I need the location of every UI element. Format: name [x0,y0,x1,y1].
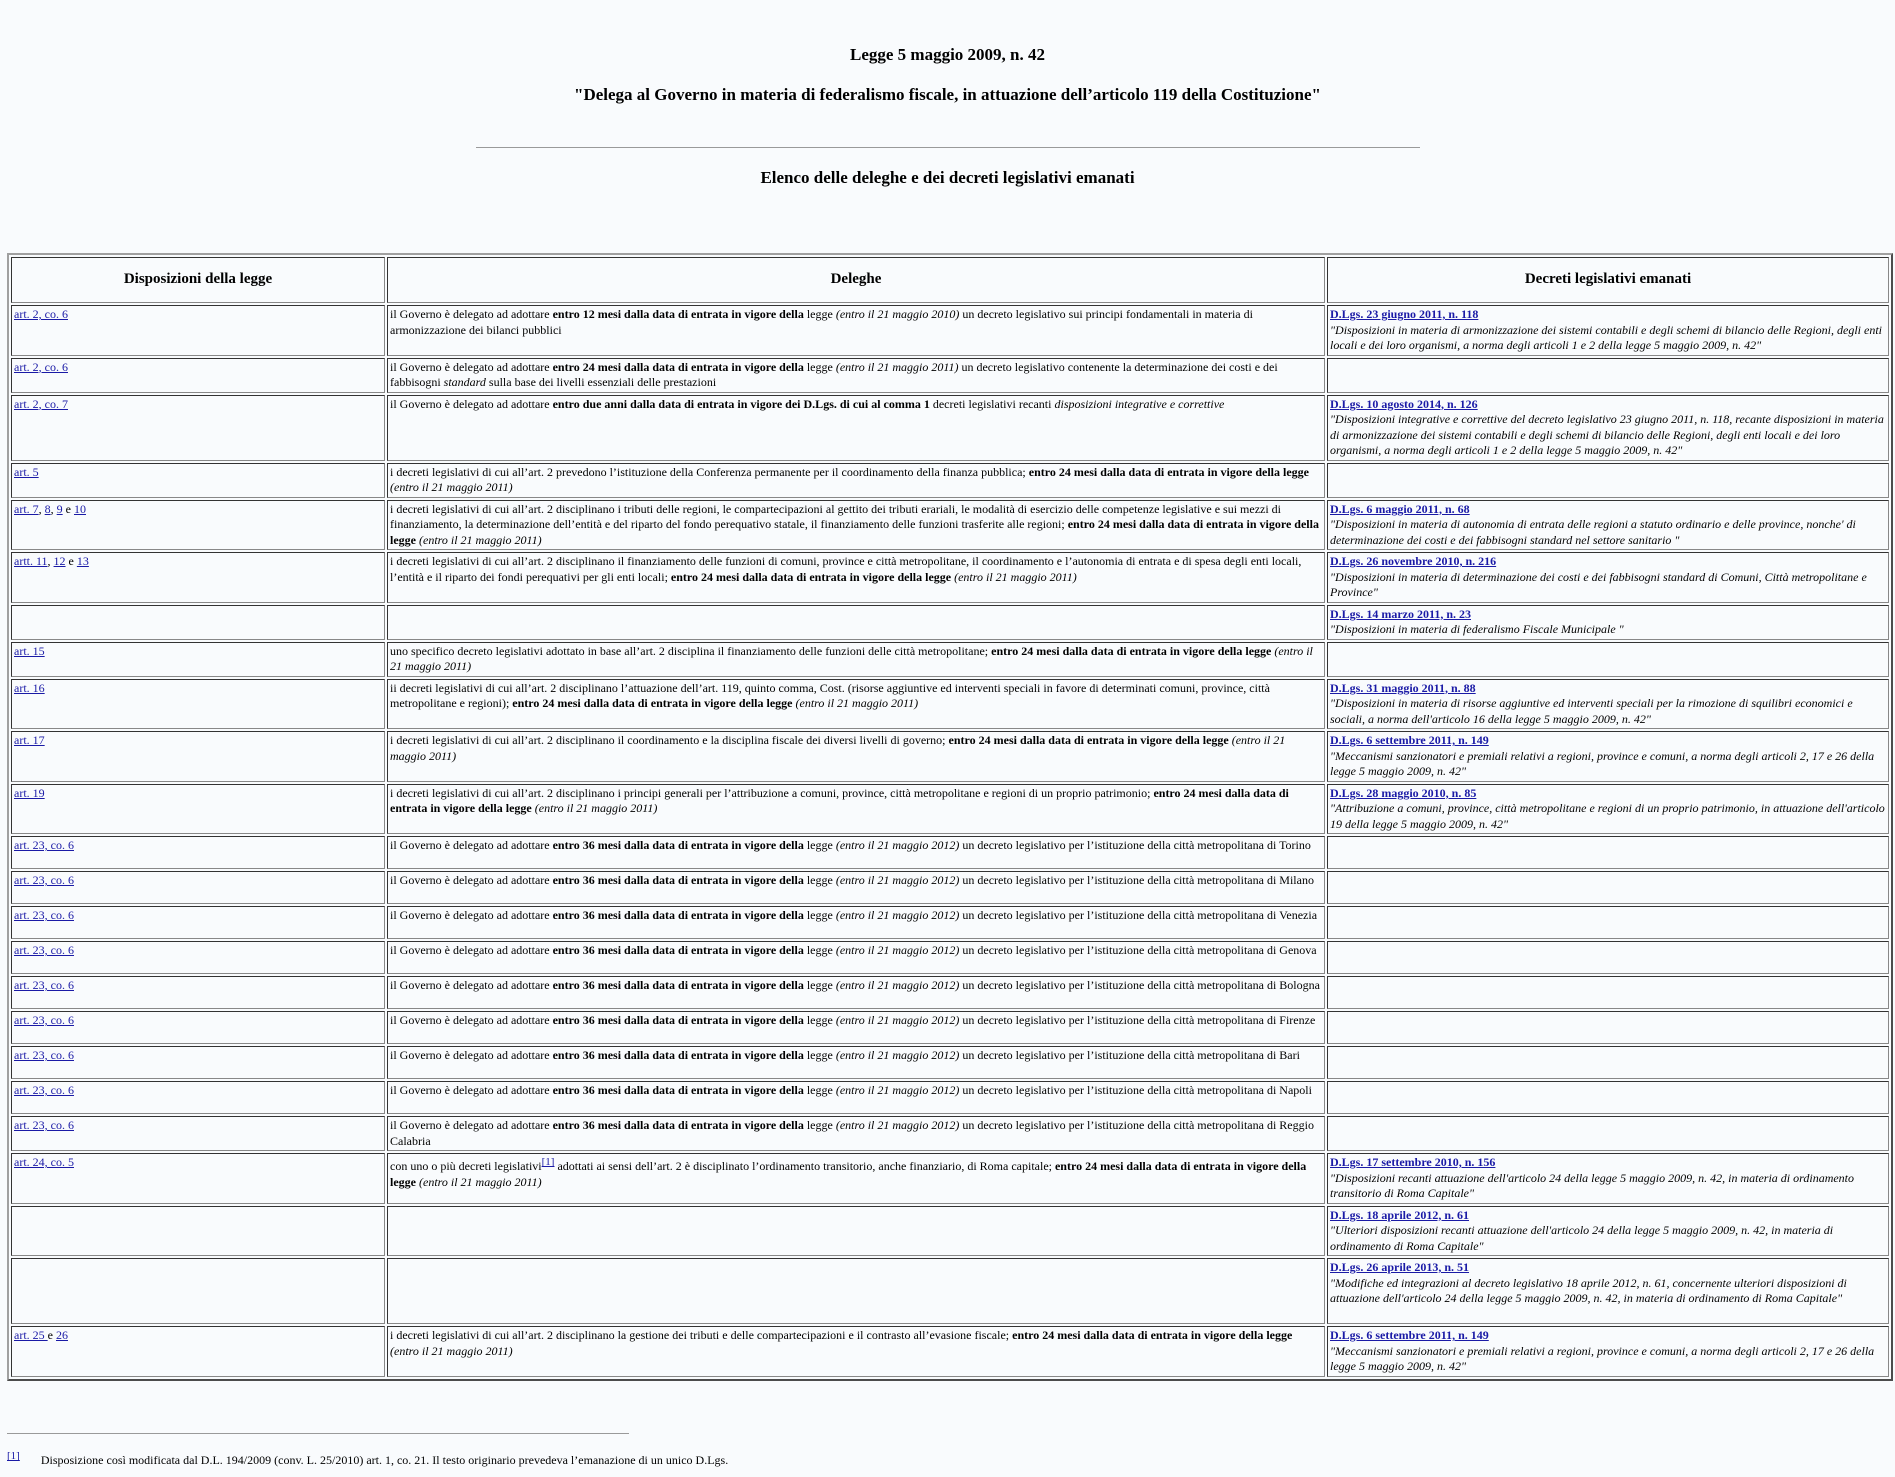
cell-decreti [1327,1326,1889,1377]
cell-disposizioni [11,976,385,1009]
cell-decreti [1327,941,1889,974]
cell-disposizioni [11,1206,385,1257]
deadline-text: entro 12 mesi dalla data di entrata in vigore della [552,307,804,321]
article-link[interactable]: 10 [73,501,86,516]
cell-deleghe [387,1153,1325,1204]
date-note: (entro il 21 maggio 2011) [419,1174,542,1189]
column-header-decreti: Decreti legislativi emanati [1327,257,1889,303]
column-header-disposizioni: Disposizioni della legge [11,257,385,303]
text-run: un decreto legislativo per l’istituzione della città metropolitana di [959,838,1280,852]
footnote-link[interactable]: [1] [541,1156,555,1168]
table-row [11,1153,1889,1204]
table-row [11,552,1889,603]
date-note: (entro il 21 maggio 2012) [835,943,960,957]
table-row [11,906,1889,939]
text-run: il Governo è delegato ad adottare [390,838,553,852]
date-note: (entro il 21 maggio 2012) [835,1013,960,1027]
section-title: Elenco delle deleghe e dei decreti legislativi emanati [760,168,1135,187]
deadline-text: entro 36 mesi dalla data di entrata in vigore della [552,1083,804,1097]
decree-description: "Disposizioni in materia di federalismo Fiscale Municipale " [1330,622,1624,636]
deadline-text: entro 24 mesi dalla data di entrata in vigore della legge [1012,1328,1293,1342]
table-row [11,1046,1889,1079]
article-link[interactable]: art. 23, co. 6 [14,908,74,922]
deadline-text: entro 24 mesi dalla data di entrata in vigore della [552,359,804,374]
date-note: (entro il 21 maggio 2011) [534,801,658,815]
decree-description: "Disposizioni in materia di armonizzazione dei sistemi contabili e degli schemi di bilancio delle Regioni, degli enti locali e dei loro organismi, a norma degli articoli 1 e 2 della legge 5 maggio 2009, n. 42" [1330,322,1882,352]
article-link[interactable]: art. 23, co. 6 [14,943,74,957]
cell-decreti [1327,1081,1889,1114]
cell-deleghe [387,679,1325,730]
cell-disposizioni [11,305,385,356]
article-link[interactable]: art. 2, co. 7 [14,396,68,411]
text-run: il Governo è delegato ad adottare [390,1013,553,1027]
text-run: sulla base dei livelli essenziali delle prestazioni [485,375,717,389]
text-run: un decreto legislativo per l’istituzione della città metropolitana di [959,943,1280,957]
article-link[interactable]: 9 [56,501,63,516]
cell-decreti [1327,1046,1889,1079]
table-row [11,871,1889,904]
text-run: legge [803,1083,836,1097]
text-run: , [38,501,45,516]
table-row [11,463,1889,498]
table-row [11,1258,1889,1324]
text-run: legge [803,978,836,992]
law-title: Legge 5 maggio 2009, n. 42 [849,45,1046,64]
text-run: il Governo è delegato ad adottare [390,1048,553,1062]
text-run: legge [803,307,836,321]
text-run: un decreto legislativo per l’istituzione della città metropolitana di [959,1083,1280,1097]
decree-link[interactable]: D.Lgs. 6 maggio 2011, n. 68 [1330,501,1470,516]
cell-disposizioni [11,642,385,677]
decree-link[interactable]: D.Lgs. 26 novembre 2010, n. 216 [1330,554,1497,568]
cell-deleghe [387,1081,1325,1114]
cell-disposizioni [11,784,385,835]
text-run: un decreto legislativo per l’istituzione della città metropolitana di [959,1013,1280,1027]
cell-disposizioni [11,1153,385,1204]
article-link[interactable]: art. 25 [14,1328,48,1342]
date-note: (entro il 21 maggio 2011) [390,643,1313,673]
article-link[interactable]: art. 23, co. 6 [14,1048,74,1062]
cell-disposizioni [11,1116,385,1151]
cell-decreti [1327,1116,1889,1151]
decree-description: "Disposizioni in materia di autonomia di entrata delle regioni a statuto ordinario e delle province, nonche' di determinazione dei costi e dei fabbisogni standard nel settore sanitario " [1330,517,1856,547]
table-row [11,605,1889,640]
text-run: i decreti legislativi di cui all’art. 2 disciplinano il coordinamento e la disciplina fiscale dei diversi livelli di governo; [390,733,949,747]
text-run: un decreto legislativo per l’istituzione della città metropolitana di [959,1048,1280,1062]
decree-description: "Meccanismi sanzionatori e premiali relativi a regioni, province e comuni, a norma degli articoli 2, 17 e 26 della legge 5 maggio 2009, n. 42" [1330,748,1875,778]
date-note: (entro il 21 maggio 2012) [835,873,960,887]
text-run: un decreto legislativo per l’istituzione della città metropolitana di [959,978,1280,992]
cell-decreti [1327,784,1889,835]
article-link[interactable]: art. 23, co. 6 [14,1083,74,1097]
cell-decreti [1327,1153,1889,1204]
text-run: il Governo è delegato ad adottare [390,1083,553,1097]
date-note: (entro il 21 maggio 2011) [390,480,513,494]
article-link[interactable]: art. 23, co. 6 [14,978,74,992]
cell-disposizioni [11,463,385,498]
decree-link[interactable]: D.Lgs. 17 settembre 2010, n. 156 [1330,1155,1496,1169]
cell-decreti [1327,679,1889,730]
text-run: legge [803,838,836,852]
deadline-text: entro 36 mesi dalla data di entrata in vigore della [552,908,804,922]
decree-description: "Disposizioni in materia di determinazione dei costi e dei fabbisogni standard di Comuni, Città metropolitane e Province" [1330,569,1867,599]
table-body [11,305,1889,1377]
table-row [11,784,1889,835]
cell-deleghe [387,642,1325,677]
article-link[interactable]: art. 2, co. 6 [14,307,68,321]
cell-disposizioni [11,731,385,782]
cell-deleghe [387,552,1325,603]
text-run: legge [803,873,836,887]
cell-deleghe [387,836,1325,869]
city-name: Reggio Calabria [390,1118,1314,1148]
text-run: e [62,501,74,516]
text-run: legge [803,908,836,922]
cell-disposizioni [11,906,385,939]
cell-decreti [1327,731,1889,782]
decree-link[interactable]: D.Lgs. 18 aprile 2012, n. 61 [1330,1207,1470,1222]
text-run: un decreto legislativo per l’istituzione della città metropolitana di [959,1118,1280,1132]
city-name: Torino [1279,838,1311,852]
article-link[interactable]: art. 23, co. 6 [14,873,74,887]
cell-decreti [1327,500,1889,551]
date-note: disposizioni integrative e correttive [1054,396,1225,411]
cell-decreti [1327,836,1889,869]
deadline-text: entro 24 mesi dalla data di entrata in vigore della legge [948,733,1229,747]
cell-deleghe [387,1258,1325,1324]
cell-deleghe [387,1206,1325,1257]
text-run: il Governo è delegato ad adottare [390,908,553,922]
deadline-text: entro 36 mesi dalla data di entrata in vigore della [552,978,804,992]
decree-link[interactable]: D.Lgs. 14 marzo 2011, n. 23 [1330,606,1471,621]
city-name: Firenze [1279,1013,1316,1027]
cell-disposizioni [11,358,385,393]
table-row [11,836,1889,869]
delegations-table [7,253,1893,1381]
cell-decreti [1327,1206,1889,1257]
deadline-text: entro 24 mesi dalla data di entrata in vigore della legge [991,643,1272,658]
deadline-text: entro 36 mesi dalla data di entrata in vigore della [552,1013,804,1027]
date-note: (entro il 21 maggio 2012) [835,1118,960,1132]
city-name: Venezia [1279,908,1318,922]
cell-decreti [1327,605,1889,640]
deadline-text: entro 24 mesi dalla data di entrata in vigore della legge [1028,464,1309,479]
text-run: e [47,1328,56,1342]
table-row [11,679,1889,730]
table-row [11,976,1889,1009]
cell-disposizioni [11,1011,385,1044]
article-link[interactable]: art. 24, co. 5 [14,1155,74,1169]
article-link[interactable]: art. 5 [14,464,39,479]
cell-deleghe [387,463,1325,498]
text-run: i decreti legislativi di cui all’art. 2 disciplinano i principi generali per l’attribuzione a comuni, province, città metropolitane e regioni di un proprio patrimonio; [390,785,1154,800]
cell-disposizioni [11,500,385,551]
cell-deleghe [387,500,1325,551]
article-link[interactable]: 13 [76,554,89,568]
text-run: il Governo è delegato ad adottare [390,978,553,992]
cell-disposizioni [11,395,385,461]
article-link[interactable]: 26 [55,1328,68,1342]
law-subtitle: "Delega al Governo in materia di federalismo fiscale, in attuazione dell’articolo 119 della Costituzione" [574,85,1321,104]
cell-decreti [1327,395,1889,461]
table-row [11,500,1889,551]
table-row [11,1206,1889,1257]
city-name: Bologna [1279,978,1320,992]
date-note: standard [443,375,486,389]
article-link[interactable]: art. 15 [14,643,45,658]
decree-description: "Disposizioni recanti attuazione dell'articolo 24 della legge 5 maggio 2009, n. 42, in materia di ordinamento transitorio di Roma Capitale" [1330,1170,1855,1200]
deadline-text: entro 24 mesi dalla data di entrata in vigore della legge [670,569,952,584]
cell-deleghe [387,976,1325,1009]
cell-decreti [1327,1011,1889,1044]
table-row [11,395,1889,461]
table-header-row [11,257,1889,303]
text-run: e [65,554,77,568]
date-note: (entro il 21 maggio 2011) [954,569,1077,584]
text-run: decreti legislativi recanti [929,396,1055,411]
article-link[interactable]: art. 19 [14,785,45,800]
text-run: uno specifico decreto legislativi adottato in base all’art. 2 disciplina il finanziamento delle funzioni delle città metropolitane; [390,643,992,658]
cell-disposizioni [11,1326,385,1377]
deadline-text: entro 24 mesi dalla data di entrata in vigore della legge [390,517,1319,547]
text-run: con uno o più decreti legislativi [390,1159,542,1173]
article-link[interactable]: art. 23, co. 6 [14,1118,74,1132]
date-note: (entro il 21 maggio 2012) [835,978,960,992]
cell-deleghe [387,605,1325,640]
decree-link[interactable]: D.Lgs. 23 giugno 2011, n. 118 [1330,307,1479,321]
article-link[interactable]: art. 23, co. 6 [14,838,74,852]
deadline-text: entro 36 mesi dalla data di entrata in vigore della [552,873,804,887]
deadline-text: entro 36 mesi dalla data di entrata in vigore della [552,838,804,852]
text-run: legge [803,1013,836,1027]
cell-deleghe [387,941,1325,974]
cell-decreti [1327,463,1889,498]
table-row [11,358,1889,393]
cell-deleghe [387,305,1325,356]
cell-disposizioni [11,836,385,869]
cell-decreti [1327,358,1889,393]
date-note: (entro il 21 maggio 2011) [390,1343,513,1358]
text-run: adottati ai sensi dell’art. 2 è disciplinato l’ordinamento transitorio, anche finanziario, di Roma capitale; [554,1159,1055,1173]
deadline-text: entro 24 mesi dalla data di entrata in vigore della legge [390,785,1289,815]
article-link[interactable]: art. 2, co. 6 [14,359,68,374]
table-row [11,1011,1889,1044]
date-note: (entro il 21 maggio 2011) [419,532,542,547]
decree-link[interactable]: D.Lgs. 6 settembre 2011, n. 149 [1330,733,1489,747]
text-run: il Governo è delegato ad adottare [390,359,553,374]
cell-disposizioni [11,552,385,603]
cell-deleghe [387,1326,1325,1377]
cell-disposizioni [11,1258,385,1324]
text-run: i decreti legislativi di cui all’art. 2 disciplinano il finanziamento delle funzioni di comuni, province e città metropolitane, il coordinamento e l’autonomia di entrata e di spesa degli enti locali, l’entità e il riparto dei fondi perequativi per gli enti locali; [390,554,1302,584]
text-run: ii decreti legislativi di cui all’art. 2 disciplinano l’attuazione dell’art. 119, quinto comma, Cost. (risorse aggiuntive ed interventi speciali in favore di determinati comuni, province, città metropolitane e regioni); [390,680,1270,710]
footnote [7,1450,728,1468]
text-run: il Governo è delegato ad adottare [390,873,553,887]
cell-disposizioni [11,941,385,974]
decree-link[interactable]: D.Lgs. 31 maggio 2011, n. 88 [1330,680,1476,695]
table-row [11,1116,1889,1151]
text-run: legge [803,1048,836,1062]
text-run: , [47,554,54,568]
table-row [11,642,1889,677]
deadline-text: entro due anni dalla data di entrata in vigore dei D.Lgs. di cui al comma 1 [552,396,930,411]
text-run: un decreto legislativo per l’istituzione della città metropolitana di [959,908,1280,922]
deadline-text: entro 24 mesi dalla data di entrata in vigore della legge [390,1159,1307,1189]
cell-decreti [1327,642,1889,677]
cell-deleghe [387,906,1325,939]
article-link[interactable]: 12 [53,554,66,568]
text-run: legge [803,1118,836,1132]
cell-decreti [1327,552,1889,603]
cell-decreti [1327,906,1889,939]
deadline-text: entro 36 mesi dalla data di entrata in vigore della [552,1048,804,1062]
column-header-deleghe: Deleghe [387,257,1325,303]
decree-description: "Ulteriori disposizioni recanti attuazione dell'articolo 24 della legge 5 maggio 2009, n. 42, in materia di ordinamento di Roma Capitale" [1330,1223,1834,1253]
decree-description: "Disposizioni integrative e correttive del decreto legislativo 23 giugno 2011, n. 118, recante disposizioni in materia di armonizzazione dei sistemi contabili e degli schemi di bilancio delle Regioni, degli enti locali e dei loro organismi, a norma degli articoli 1 e 2 della legge 5 maggio 2009, n. 42" [1330,412,1884,457]
city-name: Bari [1279,1048,1300,1062]
cell-disposizioni [11,679,385,730]
table-row [11,305,1889,356]
cell-deleghe [387,871,1325,904]
text-run: legge [803,359,836,374]
cell-disposizioni [11,605,385,640]
text-run: i decreti legislativi di cui all’art. 2 disciplinano la gestione dei tributi e delle compartecipazioni e il contrasto all’evasione fiscale; [390,1328,1013,1342]
table-row [11,941,1889,974]
date-note: (entro il 21 maggio 2012) [835,1048,960,1062]
cell-decreti [1327,305,1889,356]
text-run: il Governo è delegato ad adottare [390,307,553,321]
cell-disposizioni [11,1046,385,1079]
deadline-text: entro 36 mesi dalla data di entrata in vigore della [552,943,804,957]
text-run: i decreti legislativi di cui all’art. 2 disciplinano i tributi delle regioni, le compartecipazioni al gettito dei tributi erariali, le modalità di esercizio delle competenze legislative e sui mezzi di finanziamento, la determinazione dell’entità e del riparto del fondo perequativo statale, il finanziamento delle funzioni trasferite alle regioni; [390,501,1282,531]
cell-disposizioni [11,1081,385,1114]
city-name: Milano [1279,873,1314,887]
date-note: (entro il 21 maggio 2012) [835,1083,960,1097]
article-link[interactable]: art. 17 [14,733,45,747]
footnote-ref-link[interactable]: [1] [7,1450,20,1462]
date-note: (entro il 21 maggio 2011) [390,733,1286,763]
text-run: un decreto legislativo per l’istituzione della città metropolitana di [959,873,1280,887]
text-run: i decreti legislativi di cui all’art. 2 prevedono l’istituzione della Conferenza permanente per il coordinamento della finanza pubblica; [390,464,1029,479]
text-run: il Governo è delegato ad adottare [390,943,553,957]
decree-link[interactable]: D.Lgs. 10 agosto 2014, n. 126 [1330,396,1478,411]
article-link[interactable]: artt. 11 [14,554,48,568]
city-name: Genova [1279,943,1317,957]
footnote-text: Disposizione così modificata dal D.L. 194/2009 (conv. L. 25/2010) art. 1, co. 21. Il testo originario prevedeva l’emanazione di un unico D.Lgs. [40,1453,729,1467]
text-run: il Governo è delegato ad adottare [390,396,553,411]
decree-link[interactable]: D.Lgs. 26 aprile 2013, n. 51 [1330,1260,1470,1274]
cell-deleghe [387,784,1325,835]
cell-deleghe [387,358,1325,393]
decree-description: "Attribuzione a comuni, province, città metropolitane e regioni di un proprio patrimonio, in attuazione dell'articolo 19 della legge 5 maggio 2009, n. 42" [1330,801,1885,831]
cell-deleghe [387,395,1325,461]
cell-deleghe [387,1116,1325,1151]
cell-deleghe [387,1011,1325,1044]
table-row [11,731,1889,782]
deadline-text: entro 24 mesi dalla data di entrata in vigore della legge [512,696,793,710]
article-link[interactable]: art. 7 [14,501,39,516]
date-note: (entro il 21 maggio 2012) [835,908,960,922]
decree-description: "Meccanismi sanzionatori e premiali relativi a regioni, province e comuni, a norma degli articoli 2, 17 e 26 della legge 5 maggio 2009, n. 42" [1330,1343,1875,1373]
decree-link[interactable]: D.Lgs. 6 settembre 2011, n. 149 [1330,1328,1489,1342]
cell-disposizioni [11,871,385,904]
cell-decreti [1327,976,1889,1009]
table-row [11,1326,1889,1377]
footnote-marker [542,1157,555,1168]
cell-decreti [1327,871,1889,904]
decree-description: "Disposizioni in materia di risorse aggiuntive ed interventi speciali per la rimozione di squilibri economici e sociali, a norma dell'articolo 16 della legge 5 maggio 2009, n. 42" [1330,696,1853,726]
footnote-divider [7,1433,629,1434]
text-run: un decreto legislativo sui principi fondamentali in materia di armonizzazione dei bilanci pubblici [390,307,1253,337]
deadline-text: entro 36 mesi dalla data di entrata in vigore della [552,1118,804,1132]
date-note: (entro il 21 maggio 2011) [795,696,919,710]
text-run: , [50,501,57,516]
decree-link[interactable]: D.Lgs. 28 maggio 2010, n. 85 [1330,785,1477,800]
decree-description: "Modifiche ed integrazioni al decreto legislativo 18 aprile 2012, n. 61, concernente ulteriori disposizioni di attuazione dell'articolo 24 della legge 5 maggio 2009, n. 42, in materia di ordinamento di Roma Capitale" [1330,1275,1847,1305]
city-name: Napoli [1279,1083,1312,1097]
text-run: legge [803,943,836,957]
article-link[interactable]: 8 [44,501,51,516]
article-link[interactable]: art. 23, co. 6 [14,1013,74,1027]
date-note: (entro il 21 maggio 2010) [835,307,960,321]
text-run: il Governo è delegato ad adottare [390,1118,553,1132]
cell-deleghe [387,731,1325,782]
cell-deleghe [387,1046,1325,1079]
table-row [11,1081,1889,1114]
cell-decreti [1327,1258,1889,1324]
date-note: (entro il 21 maggio 2011) [835,359,959,374]
date-note: (entro il 21 maggio 2012) [835,838,960,852]
article-link[interactable]: art. 16 [14,680,45,695]
text-run: un decreto legislativo contenente la determinazione dei costi e dei fabbisogni [390,359,1278,389]
